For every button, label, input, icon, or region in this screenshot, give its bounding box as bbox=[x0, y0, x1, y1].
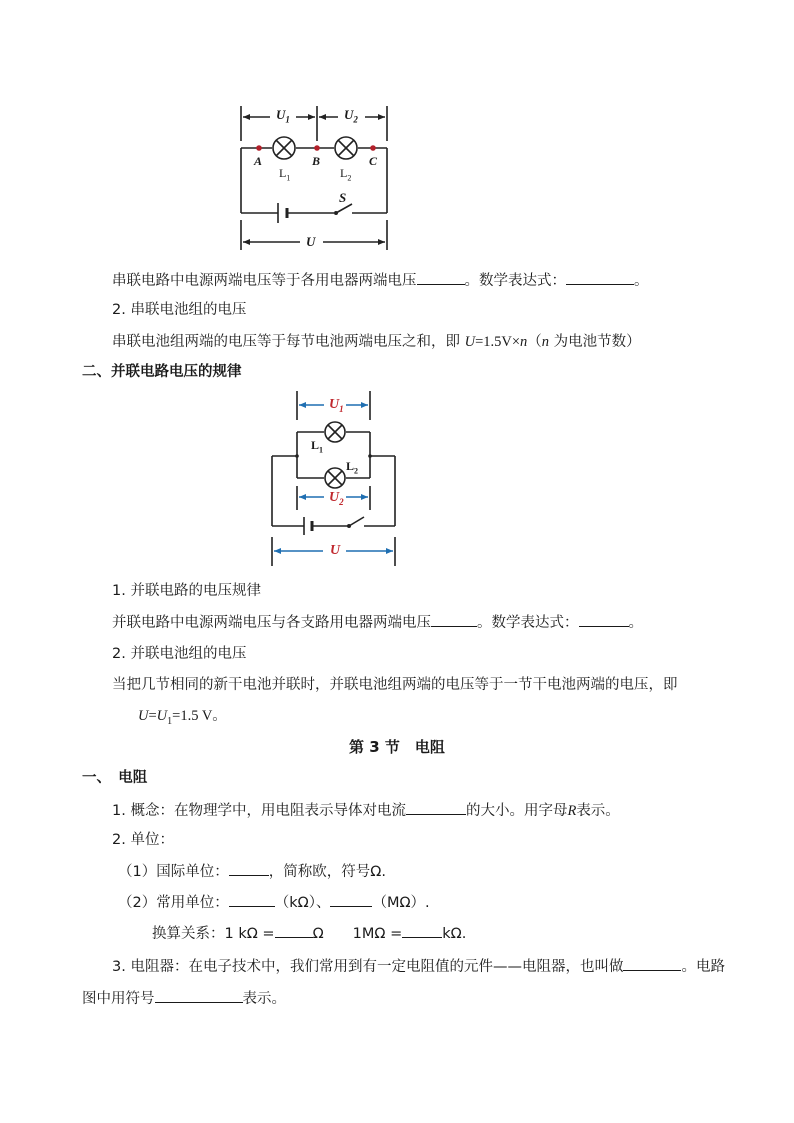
series-voltage-rule: 串联电路中电源两端电压等于各用电器两端电压 。数学表达式： 。 bbox=[112, 270, 649, 291]
series-point-b: B bbox=[312, 154, 321, 168]
parallel-battery-formula: $U=U_1=1.5$ V。 bbox=[138, 708, 227, 727]
series-u-label: U bbox=[306, 234, 316, 249]
parallel-battery-heading: 2. 并联电池组的电压 bbox=[112, 646, 247, 662]
series-lamp2-label: $L_2$ bbox=[340, 166, 352, 183]
answer-blank[interactable] bbox=[417, 270, 465, 285]
answer-blank[interactable] bbox=[155, 988, 243, 1003]
parallel-section-heading: 二、并联电路电压的规律 bbox=[82, 364, 242, 380]
answer-blank[interactable] bbox=[431, 612, 477, 627]
parallel-u2-label: $U_2$ bbox=[329, 490, 344, 507]
resistance-unit-heading: 2. 单位： bbox=[112, 832, 174, 848]
answer-blank[interactable] bbox=[229, 892, 275, 907]
answer-blank[interactable] bbox=[566, 270, 634, 285]
parallel-voltage-rule: 并联电路中电源两端电压与各支路用电器两端电压 。数学表达式： 。 bbox=[112, 612, 643, 633]
parallel-battery-text: 当把几节相同的新干电池并联时，并联电池组两端的电压等于一节干电池两端的电压，即 bbox=[112, 677, 678, 693]
series-u2-label: $U_2$ bbox=[344, 107, 358, 125]
answer-blank[interactable] bbox=[229, 861, 269, 876]
series-u1-label: $U_1$ bbox=[276, 107, 290, 125]
resistor-symbol-line: 图中用符号 表示。 bbox=[82, 988, 286, 1009]
answer-blank[interactable] bbox=[579, 612, 629, 627]
series-point-a: A bbox=[254, 154, 263, 168]
parallel-u1-label: $U_1$ bbox=[329, 397, 344, 414]
parallel-u-label: U bbox=[330, 543, 341, 558]
answer-blank[interactable] bbox=[623, 956, 681, 971]
resistance-si-unit: （1）国际单位： ，简称欧，符号Ω. bbox=[118, 861, 386, 882]
answer-blank[interactable] bbox=[275, 923, 313, 938]
series-switch-label: S bbox=[339, 190, 347, 205]
series-point-c: C bbox=[369, 154, 378, 168]
resistance-heading: 一、 电阻 bbox=[82, 770, 148, 786]
series-battery-heading: 2. 串联电池组的电压 bbox=[112, 302, 247, 318]
resistance-conversion: 换算关系：1 kΩ = Ω 1MΩ = kΩ. bbox=[152, 923, 466, 944]
section3-title: 第 3 节 电阻 bbox=[349, 738, 445, 756]
parallel-lamp1-label: $L_1$ bbox=[311, 438, 324, 455]
resistance-common-units: （2）常用单位： （kΩ）、 （MΩ）. bbox=[118, 892, 430, 913]
resistor-definition: 3. 电阻器：在电子技术中，我们常用到有一定电阻值的元件——电阻器，也叫做 。电路 bbox=[112, 956, 725, 977]
series-lamp1-label: $L_1$ bbox=[279, 166, 291, 183]
answer-blank[interactable] bbox=[402, 923, 442, 938]
resistance-concept: 1. 概念：在物理学中，用电阻表示导体对电流 的大小。用字母R表示。 bbox=[112, 800, 620, 821]
parallel-rule-heading: 1. 并联电路的电压规律 bbox=[112, 583, 261, 599]
answer-blank[interactable] bbox=[330, 892, 372, 907]
answer-blank[interactable] bbox=[406, 800, 466, 815]
series-battery-text: 串联电池组两端的电压等于每节电池两端电压之和，即 U=1.5V×n（n 为电池节数） bbox=[112, 334, 641, 350]
parallel-lamp2-label: $L_2$ bbox=[346, 459, 359, 476]
